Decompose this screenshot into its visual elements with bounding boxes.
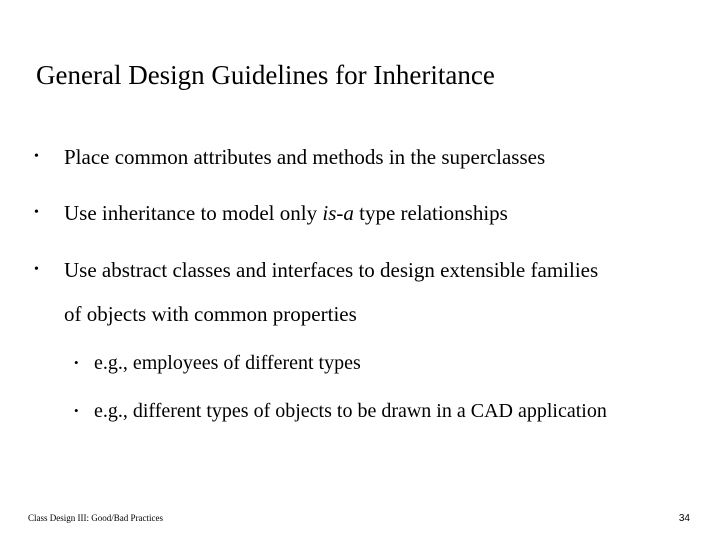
bullet-item-3-continuation (64, 301, 664, 327)
footer-course-label: Class Design III: Good/Bad Practices (28, 513, 163, 523)
sub-bullet-icon: • (74, 403, 79, 418)
bullet-text: Place common attributes and methods in the superclasses (64, 145, 546, 169)
sub-bullet-icon: • (74, 355, 79, 370)
bullet-icon: • (34, 262, 39, 277)
bullet-text-emphasis: is-a (322, 201, 354, 225)
bullet-item-3 (34, 257, 684, 283)
bullet-item-2 (34, 200, 674, 226)
sub-bullet-text: e.g., employees of different types (94, 352, 361, 374)
sub-bullet-item-1 (74, 350, 674, 376)
sub-bullet-text: e.g., different types of objects to be drawn in a CAD application (94, 400, 607, 422)
sub-bullet-item-2 (74, 398, 694, 424)
bullet-text (64, 200, 508, 226)
bullet-text: Use abstract classes and interfaces to design extensible families (64, 258, 599, 282)
bullet-icon: • (34, 205, 39, 220)
bullet-text-start: Use inheritance to model only (64, 201, 323, 225)
page-number: 34 (678, 513, 690, 524)
bullet-icon: • (34, 149, 39, 164)
bullet-text-end: type relationships (353, 201, 508, 225)
bullet-text: of objects with common properties (64, 302, 357, 326)
bullet-item-1 (34, 144, 674, 170)
slide-title: General Design Guidelines for Inheritance (36, 60, 495, 90)
